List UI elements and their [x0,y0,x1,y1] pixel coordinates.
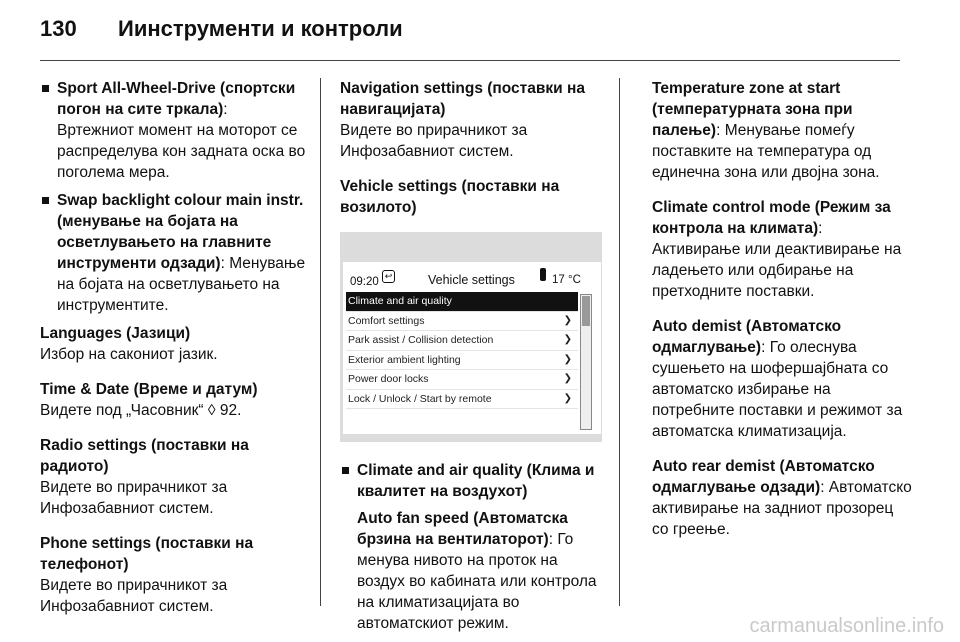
menu-item-label: Comfort settings [348,314,425,327]
page-title: Иинструменти и контроли [118,16,403,41]
section-title: Languages (Јазици) [40,325,191,342]
entry-text: : Активирање или деактивирање на ладењето или одбирање на претходните поставки. [652,220,902,300]
watermark: carmanualsonline.info [749,615,944,637]
page-number: 130 [40,16,77,41]
back-icon[interactable]: ↩ [382,270,395,283]
column-3 [652,78,912,554]
menu-item-label: Lock / Unlock / Start by remote [348,392,492,405]
screen-time: 09:20 [350,276,379,288]
menu-item-label: Power door locks [348,373,429,385]
item-title: Swap backlight colour main instr. (менување на бојата на осветлувањето на главните инструменти одзади) [57,192,304,272]
scrollbar-thumb[interactable] [582,296,590,326]
screen-menu-item[interactable] [346,331,578,351]
vehicle-settings-screen [340,232,602,442]
section-title: Phone settings (поставки на телефонот) [40,535,254,573]
chevron-right-icon: ❯ [563,353,572,365]
sub-item-text: : Го менува нивото на проток на воздух во кабината или контрола на климатизацијата во автоматскиот режим. [357,531,597,632]
screen-title: Vehicle settings [428,273,515,287]
section-text-body: Видете под „Часовник“ [40,402,204,419]
screen-temperature: 17 °C [552,274,581,286]
screen-menu-item[interactable] [346,370,578,390]
section-text: Избор на сакониот јазик. [40,346,218,363]
sub-item-title: Auto fan speed (Автоматска брзина на вентилаторот) [357,510,568,548]
list-item [40,78,308,183]
chevron-right-icon: ❯ [563,314,572,326]
list-item [40,190,308,316]
column-divider-1 [320,78,321,606]
column-2 [340,78,605,641]
chevron-right-icon: ❯ [563,334,572,345]
entry-title: Auto demist (Автоматско одмаглување) [652,318,842,356]
entry-text: : Менување помеѓу поставките на температура од единечна зона или двојна зона. [652,122,880,181]
section-title: Vehicle settings (поставки на возилото) [340,178,560,216]
item-title: Sport All-Wheel-Drive (спортски погон на сите тркала) [57,80,296,118]
entry-text: : Го олеснува сушењето на шофершајбната со автоматско избирање на потребните поставки и режимот за автоматска климатизација. [652,339,903,440]
page-reference[interactable]: 92. [219,402,242,419]
section-languages [40,323,308,365]
header-divider [40,60,900,61]
section-radio [40,435,308,519]
screen-menu-item[interactable] [346,312,578,332]
menu-item-label: Climate and air quality [348,295,452,307]
section-title: Navigation settings (поставки на навигацијата) [340,80,585,118]
entry-title: Climate control mode (Режим за контрола на климата) [652,199,891,237]
column-divider-2 [619,78,620,606]
entry-temperature-zone [652,78,912,183]
entry-text: : Автоматско активирање на задниот прозорец со греење. [652,479,912,538]
section-text: Видете во прирачникот за Инфозабавниот систем. [40,479,228,517]
section-navigation [340,78,605,162]
entry-title: Auto rear demist (Автоматско одмаглување одзади) [652,458,875,496]
item-text: : Менување на бојата на осветлувањето на инструментите. [57,255,306,314]
section-phone [40,533,308,617]
item-text: : Вртежниот момент на моторот се распределува кон задната оска во поголема мера. [57,101,306,181]
entry-auto-rear-demist [652,456,912,540]
screen-menu-item[interactable] [346,351,578,371]
screen-scrollbar[interactable] [580,294,592,430]
list-item [340,460,605,634]
section-time-date [40,379,308,421]
screen-menu-item[interactable] [346,390,578,410]
chevron-right-icon: ❯ [563,373,572,384]
section-title: Radio settings (поставки на радиото) [40,437,249,475]
chevron-right-icon: ❯ [563,392,572,404]
screen-menu [346,292,578,409]
section-text: Видете во прирачникот за Инфозабавниот систем. [340,122,528,160]
menu-item-label: Exterior ambient lighting [348,353,461,366]
entry-auto-demist [652,316,912,442]
sub-item [357,508,605,634]
section-text [40,400,308,421]
entry-climate-control-mode [652,197,912,302]
column-1 [40,78,308,631]
menu-item-label: Park assist / Collision detection [348,334,494,346]
section-text: Видете во прирачникот за Инфозабавниот систем. [40,577,228,615]
screen-menu-item[interactable] [346,292,578,312]
thermometer-icon [540,268,546,281]
section-title: Time & Date (Време и датум) [40,381,258,398]
arrow-reference-icon: ◊ [207,402,216,419]
item-title: Climate and air quality (Клима и квалитет на воздухот) [357,462,595,500]
entry-title: Temperature zone at start (температурната зона при палење) [652,80,853,139]
